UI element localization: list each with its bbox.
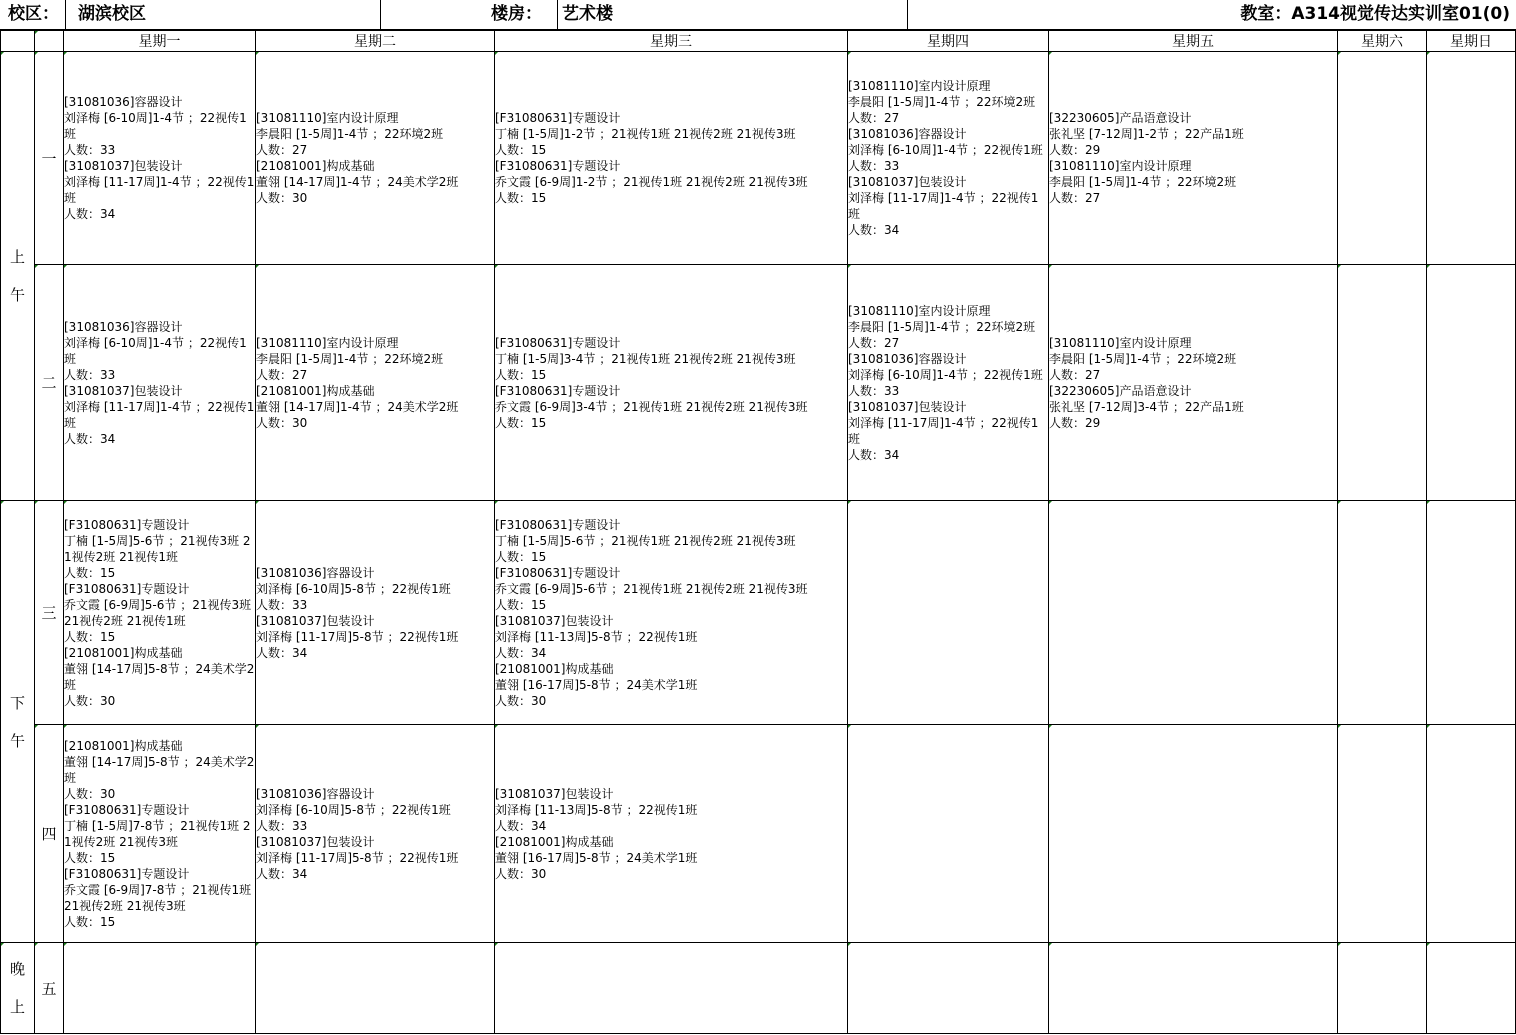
schedule-cell[interactable] bbox=[848, 501, 1049, 725]
afternoon-label: 下 午 bbox=[1, 501, 35, 943]
course-line: 刘泽梅 [11-13周]5-8节 ；22视传1班 bbox=[495, 802, 698, 817]
course-line: [31081037]包装设计 bbox=[495, 786, 614, 801]
schedule-cell[interactable] bbox=[256, 725, 495, 943]
course-line: 丁楠 [1-5周]3-4节 ；21视传1班 21视传2班 21视传3班 bbox=[495, 351, 796, 366]
course-line: 刘泽梅 [6-10周]5-8节 ；22视传1班 bbox=[256, 802, 451, 817]
period-number: 三 bbox=[35, 501, 64, 725]
course-line: 人数：30 bbox=[64, 786, 116, 801]
course-line: 乔文霞 [6-9周]5-6节 ；21视传1班 21视传2班 21视传3班 bbox=[495, 581, 808, 596]
course-line: 人数：27 bbox=[1049, 191, 1101, 205]
course-line: 刘泽梅 [11-17周]1-4节 ；22视传1班 bbox=[848, 415, 1039, 446]
campus-value: 湖滨校区 bbox=[66, 0, 381, 29]
course-line: 丁楠 [1-5周]1-2节 ；21视传1班 21视传2班 21视传3班 bbox=[495, 127, 796, 141]
schedule-cell[interactable] bbox=[64, 52, 256, 265]
course-line: 人数：30 bbox=[256, 415, 308, 430]
period-row bbox=[1, 265, 1516, 501]
course-line: 人数：27 bbox=[848, 335, 900, 350]
course-line: 人数：27 bbox=[256, 143, 308, 157]
day-header-row bbox=[1, 31, 1516, 52]
course-line: 刘泽梅 [11-17周]1-4节 ；22视传1班 bbox=[848, 191, 1039, 221]
course-line: 张礼坚 [7-12周]3-4节 ；22产品1班 bbox=[1049, 399, 1244, 414]
course-line: 董翎 [16-17周]5-8节 ；24美术学1班 bbox=[495, 677, 698, 692]
period-number: 一 bbox=[35, 52, 64, 265]
course-line: 人数：33 bbox=[64, 367, 116, 382]
course-line: [31081037]包装设计 bbox=[256, 613, 375, 628]
course-line: [32230605]产品语意设计 bbox=[1049, 111, 1192, 125]
course-line: 人数：34 bbox=[256, 866, 308, 881]
course-line: [31081110]室内设计原理 bbox=[848, 79, 991, 93]
room-label: 教室： bbox=[1240, 4, 1292, 24]
course-line: [21081001]构成基础 bbox=[495, 661, 614, 676]
course-line: 李晨阳 [1-5周]1-4节 ；22环境2班 bbox=[256, 127, 444, 141]
course-line: 刘泽梅 [11-17周]1-4节 ；22视传1班 bbox=[64, 175, 255, 205]
course-line: 人数：34 bbox=[848, 223, 900, 237]
course-line: 张礼坚 [7-12周]1-2节 ；22产品1班 bbox=[1049, 127, 1244, 141]
course-line: 丁楠 [1-5周]5-6节 ；21视传3班 21视传2班 21视传1班 bbox=[64, 533, 251, 564]
schedule-cell[interactable] bbox=[1427, 52, 1516, 265]
course-line: 人数：33 bbox=[256, 597, 308, 612]
schedule-cell[interactable] bbox=[1049, 725, 1338, 943]
course-line: [31081036]容器设计 bbox=[64, 319, 183, 334]
schedule-cell[interactable] bbox=[1049, 52, 1338, 265]
course-line: 乔文霞 [6-9周]1-2节 ；21视传1班 21视传2班 21视传3班 bbox=[495, 175, 808, 189]
schedule-cell[interactable] bbox=[64, 725, 256, 943]
schedule-cell[interactable] bbox=[1338, 725, 1427, 943]
course-line: [21081001]构成基础 bbox=[64, 738, 183, 753]
course-line: [31081037]包装设计 bbox=[848, 399, 967, 414]
schedule-cell[interactable] bbox=[1427, 725, 1516, 943]
course-line: 丁楠 [1-5周]5-6节 ；21视传1班 21视传2班 21视传3班 bbox=[495, 533, 796, 548]
course-line: 刘泽梅 [6-10周]1-4节 ；22视传1班 bbox=[64, 111, 247, 141]
day-header: 星期二 bbox=[256, 31, 495, 52]
course-line: 人数：30 bbox=[256, 191, 308, 205]
course-line: 刘泽梅 [11-17周]1-4节 ；22视传1班 bbox=[64, 399, 255, 430]
course-line: [31081036]容器设计 bbox=[848, 351, 967, 366]
period-number: 五 bbox=[35, 943, 64, 1034]
building-label: 楼房： bbox=[381, 0, 558, 29]
course-line: 人数：30 bbox=[495, 693, 547, 708]
course-line: [31081036]容器设计 bbox=[256, 565, 375, 580]
schedule-cell[interactable] bbox=[1049, 943, 1338, 1034]
schedule-cell[interactable] bbox=[64, 265, 256, 501]
schedule-cell[interactable] bbox=[1427, 265, 1516, 501]
schedule-cell[interactable] bbox=[256, 943, 495, 1034]
schedule-cell[interactable] bbox=[1427, 943, 1516, 1034]
course-line: 刘泽梅 [11-17周]5-8节 ；22视传1班 bbox=[256, 850, 459, 865]
course-line: 人数：34 bbox=[848, 447, 900, 462]
course-line: 董翎 [14-17周]5-8节 ；24美术学2班 bbox=[64, 754, 255, 785]
schedule-cell[interactable] bbox=[495, 943, 848, 1034]
course-line: [F31080631]专题设计 bbox=[495, 517, 621, 532]
schedule-cell[interactable] bbox=[1338, 943, 1427, 1034]
evening-label: 晚 上 bbox=[1, 943, 35, 1034]
period-row bbox=[1, 52, 1516, 265]
schedule-cell[interactable] bbox=[1338, 501, 1427, 725]
period-number: 二 bbox=[35, 265, 64, 501]
schedule-cell[interactable] bbox=[848, 943, 1049, 1034]
course-line: 人数：15 bbox=[64, 565, 116, 580]
course-line: 董翎 [14-17周]1-4节 ；24美术学2班 bbox=[256, 399, 459, 414]
schedule-cell[interactable] bbox=[848, 725, 1049, 943]
schedule-cell[interactable] bbox=[1338, 265, 1427, 501]
course-line: 人数：15 bbox=[495, 367, 547, 382]
course-line: [21081001]构成基础 bbox=[256, 159, 375, 173]
day-header: 星期一 bbox=[64, 31, 256, 52]
schedule-cell[interactable] bbox=[1427, 501, 1516, 725]
course-line: 刘泽梅 [11-13周]5-8节 ；22视传1班 bbox=[495, 629, 698, 644]
course-line: [31081110]室内设计原理 bbox=[848, 303, 991, 318]
course-line: 李晨阳 [1-5周]1-4节 ；22环境2班 bbox=[848, 95, 1036, 109]
schedule-cell[interactable] bbox=[64, 501, 256, 725]
building-value: 艺术楼 bbox=[558, 0, 908, 29]
course-line: [31081037]包装设计 bbox=[495, 613, 614, 628]
course-line: 人数：15 bbox=[495, 143, 547, 157]
course-line: 人数：29 bbox=[1049, 415, 1101, 430]
course-line: 乔文霞 [6-9周]3-4节 ；21视传1班 21视传2班 21视传3班 bbox=[495, 399, 808, 414]
course-line: 人数：29 bbox=[1049, 143, 1101, 157]
period-row bbox=[1, 725, 1516, 943]
course-line: [21081001]构成基础 bbox=[64, 645, 183, 660]
course-line: 人数：27 bbox=[848, 111, 900, 125]
course-line: 刘泽梅 [6-10周]1-4节 ；22视传1班 bbox=[64, 335, 247, 366]
course-line: [31081110]室内设计原理 bbox=[256, 335, 399, 350]
course-line: [31081037]包装设计 bbox=[64, 159, 183, 173]
course-line: [F31080631]专题设计 bbox=[495, 111, 621, 125]
schedule-header bbox=[0, 0, 1516, 29]
course-line: 董翎 [16-17周]5-8节 ；24美术学1班 bbox=[495, 850, 698, 865]
course-line: [31081036]容器设计 bbox=[256, 786, 375, 801]
course-line: 人数：33 bbox=[848, 383, 900, 398]
schedule-cell[interactable] bbox=[256, 265, 495, 501]
course-line: [F31080631]专题设计 bbox=[495, 565, 621, 580]
schedule-cell[interactable] bbox=[64, 943, 256, 1034]
course-line: [F31080631]专题设计 bbox=[64, 802, 190, 817]
course-line: [F31080631]专题设计 bbox=[495, 159, 621, 173]
course-line: 人数：15 bbox=[495, 597, 547, 612]
day-header: 星期四 bbox=[848, 31, 1049, 52]
course-line: 人数：34 bbox=[256, 645, 308, 660]
course-line: [F31080631]专题设计 bbox=[64, 517, 190, 532]
course-line: 乔文霞 [6-9周]5-6节 ；21视传3班 21视传2班 21视传1班 bbox=[64, 597, 252, 628]
course-line: 人数：27 bbox=[1049, 367, 1101, 382]
course-line: [31081036]容器设计 bbox=[848, 127, 967, 141]
period-number: 四 bbox=[35, 725, 64, 943]
course-line: [31081110]室内设计原理 bbox=[1049, 159, 1192, 173]
course-line: 人数：15 bbox=[495, 549, 547, 564]
course-line: 人数：30 bbox=[64, 693, 116, 708]
schedule-cell[interactable] bbox=[1049, 265, 1338, 501]
course-line: 刘泽梅 [6-10周]5-8节 ；22视传1班 bbox=[256, 581, 451, 596]
schedule-cell[interactable] bbox=[495, 725, 848, 943]
schedule-cell[interactable] bbox=[1338, 52, 1427, 265]
schedule-cell[interactable] bbox=[495, 52, 848, 265]
course-line: [31081036]容器设计 bbox=[64, 95, 183, 109]
schedule-cell[interactable] bbox=[848, 265, 1049, 501]
course-line: 董翎 [14-17周]1-4节 ；24美术学2班 bbox=[256, 175, 459, 189]
course-line: 人数：34 bbox=[495, 818, 547, 833]
morning-label: 上 午 bbox=[1, 52, 35, 501]
day-header: 星期日 bbox=[1427, 31, 1516, 52]
course-line: 人数：15 bbox=[64, 850, 116, 865]
course-line: [31081037]包装设计 bbox=[848, 175, 967, 189]
course-line: [31081110]室内设计原理 bbox=[1049, 335, 1192, 350]
schedule-cell[interactable] bbox=[495, 265, 848, 501]
course-line: 李晨阳 [1-5周]1-4节 ；22环境2班 bbox=[848, 319, 1036, 334]
course-line: 人数：33 bbox=[848, 159, 900, 173]
course-line: [32230605]产品语意设计 bbox=[1049, 383, 1192, 398]
room-value: A314视觉传达实训室01(0) bbox=[1291, 4, 1510, 24]
course-line: [F31080631]专题设计 bbox=[495, 335, 621, 350]
course-line: [31081037]包装设计 bbox=[64, 383, 183, 398]
course-line: 人数：30 bbox=[495, 866, 547, 881]
classroom-title bbox=[908, 0, 1516, 29]
course-line: 刘泽梅 [11-17周]5-8节 ；22视传1班 bbox=[256, 629, 459, 644]
course-line: 人数：34 bbox=[64, 431, 116, 446]
day-header: 星期五 bbox=[1049, 31, 1338, 52]
campus-label: 校区： bbox=[0, 0, 66, 29]
course-line: [21081001]构成基础 bbox=[256, 383, 375, 398]
course-line: [F31080631]专题设计 bbox=[64, 866, 190, 881]
course-line: 董翎 [14-17周]5-8节 ；24美术学2班 bbox=[64, 661, 255, 692]
schedule-cell[interactable] bbox=[848, 52, 1049, 265]
course-line: 乔文霞 [6-9周]7-8节 ；21视传1班 21视传2班 21视传3班 bbox=[64, 882, 252, 913]
course-line: 人数：34 bbox=[495, 645, 547, 660]
course-line: [21081001]构成基础 bbox=[495, 834, 614, 849]
course-line: 刘泽梅 [6-10周]1-4节 ；22视传1班 bbox=[848, 367, 1043, 382]
course-line: 李晨阳 [1-5周]1-4节 ；22环境2班 bbox=[256, 351, 444, 366]
course-line: 人数：33 bbox=[64, 143, 116, 157]
course-line: [F31080631]专题设计 bbox=[495, 383, 621, 398]
course-line: [F31080631]专题设计 bbox=[64, 581, 190, 596]
course-line: 人数：15 bbox=[495, 415, 547, 430]
corner-cell bbox=[1, 31, 35, 52]
day-header: 星期三 bbox=[495, 31, 848, 52]
corner-cell bbox=[35, 31, 64, 52]
period-row bbox=[1, 943, 1516, 1034]
course-line: [31081110]室内设计原理 bbox=[256, 111, 399, 125]
schedule-cell[interactable] bbox=[256, 501, 495, 725]
schedule-cell[interactable] bbox=[256, 52, 495, 265]
timetable bbox=[0, 30, 1516, 1034]
course-line: 人数：15 bbox=[495, 191, 547, 205]
schedule-cell[interactable] bbox=[495, 501, 848, 725]
schedule-cell[interactable] bbox=[1049, 501, 1338, 725]
course-line: 人数：33 bbox=[256, 818, 308, 833]
day-header: 星期六 bbox=[1338, 31, 1427, 52]
course-line: 李晨阳 [1-5周]1-4节 ；22环境2班 bbox=[1049, 351, 1237, 366]
course-line: 人数：27 bbox=[256, 367, 308, 382]
course-line: 人数：15 bbox=[64, 914, 116, 929]
period-row bbox=[1, 501, 1516, 725]
course-line: 丁楠 [1-5周]7-8节 ；21视传1班 21视传2班 21视传3班 bbox=[64, 818, 251, 849]
course-line: 刘泽梅 [6-10周]1-4节 ；22视传1班 bbox=[848, 143, 1043, 157]
course-line: [31081037]包装设计 bbox=[256, 834, 375, 849]
course-line: 人数：15 bbox=[64, 629, 116, 644]
course-line: 人数：34 bbox=[64, 207, 116, 221]
course-line: 李晨阳 [1-5周]1-4节 ；22环境2班 bbox=[1049, 175, 1237, 189]
